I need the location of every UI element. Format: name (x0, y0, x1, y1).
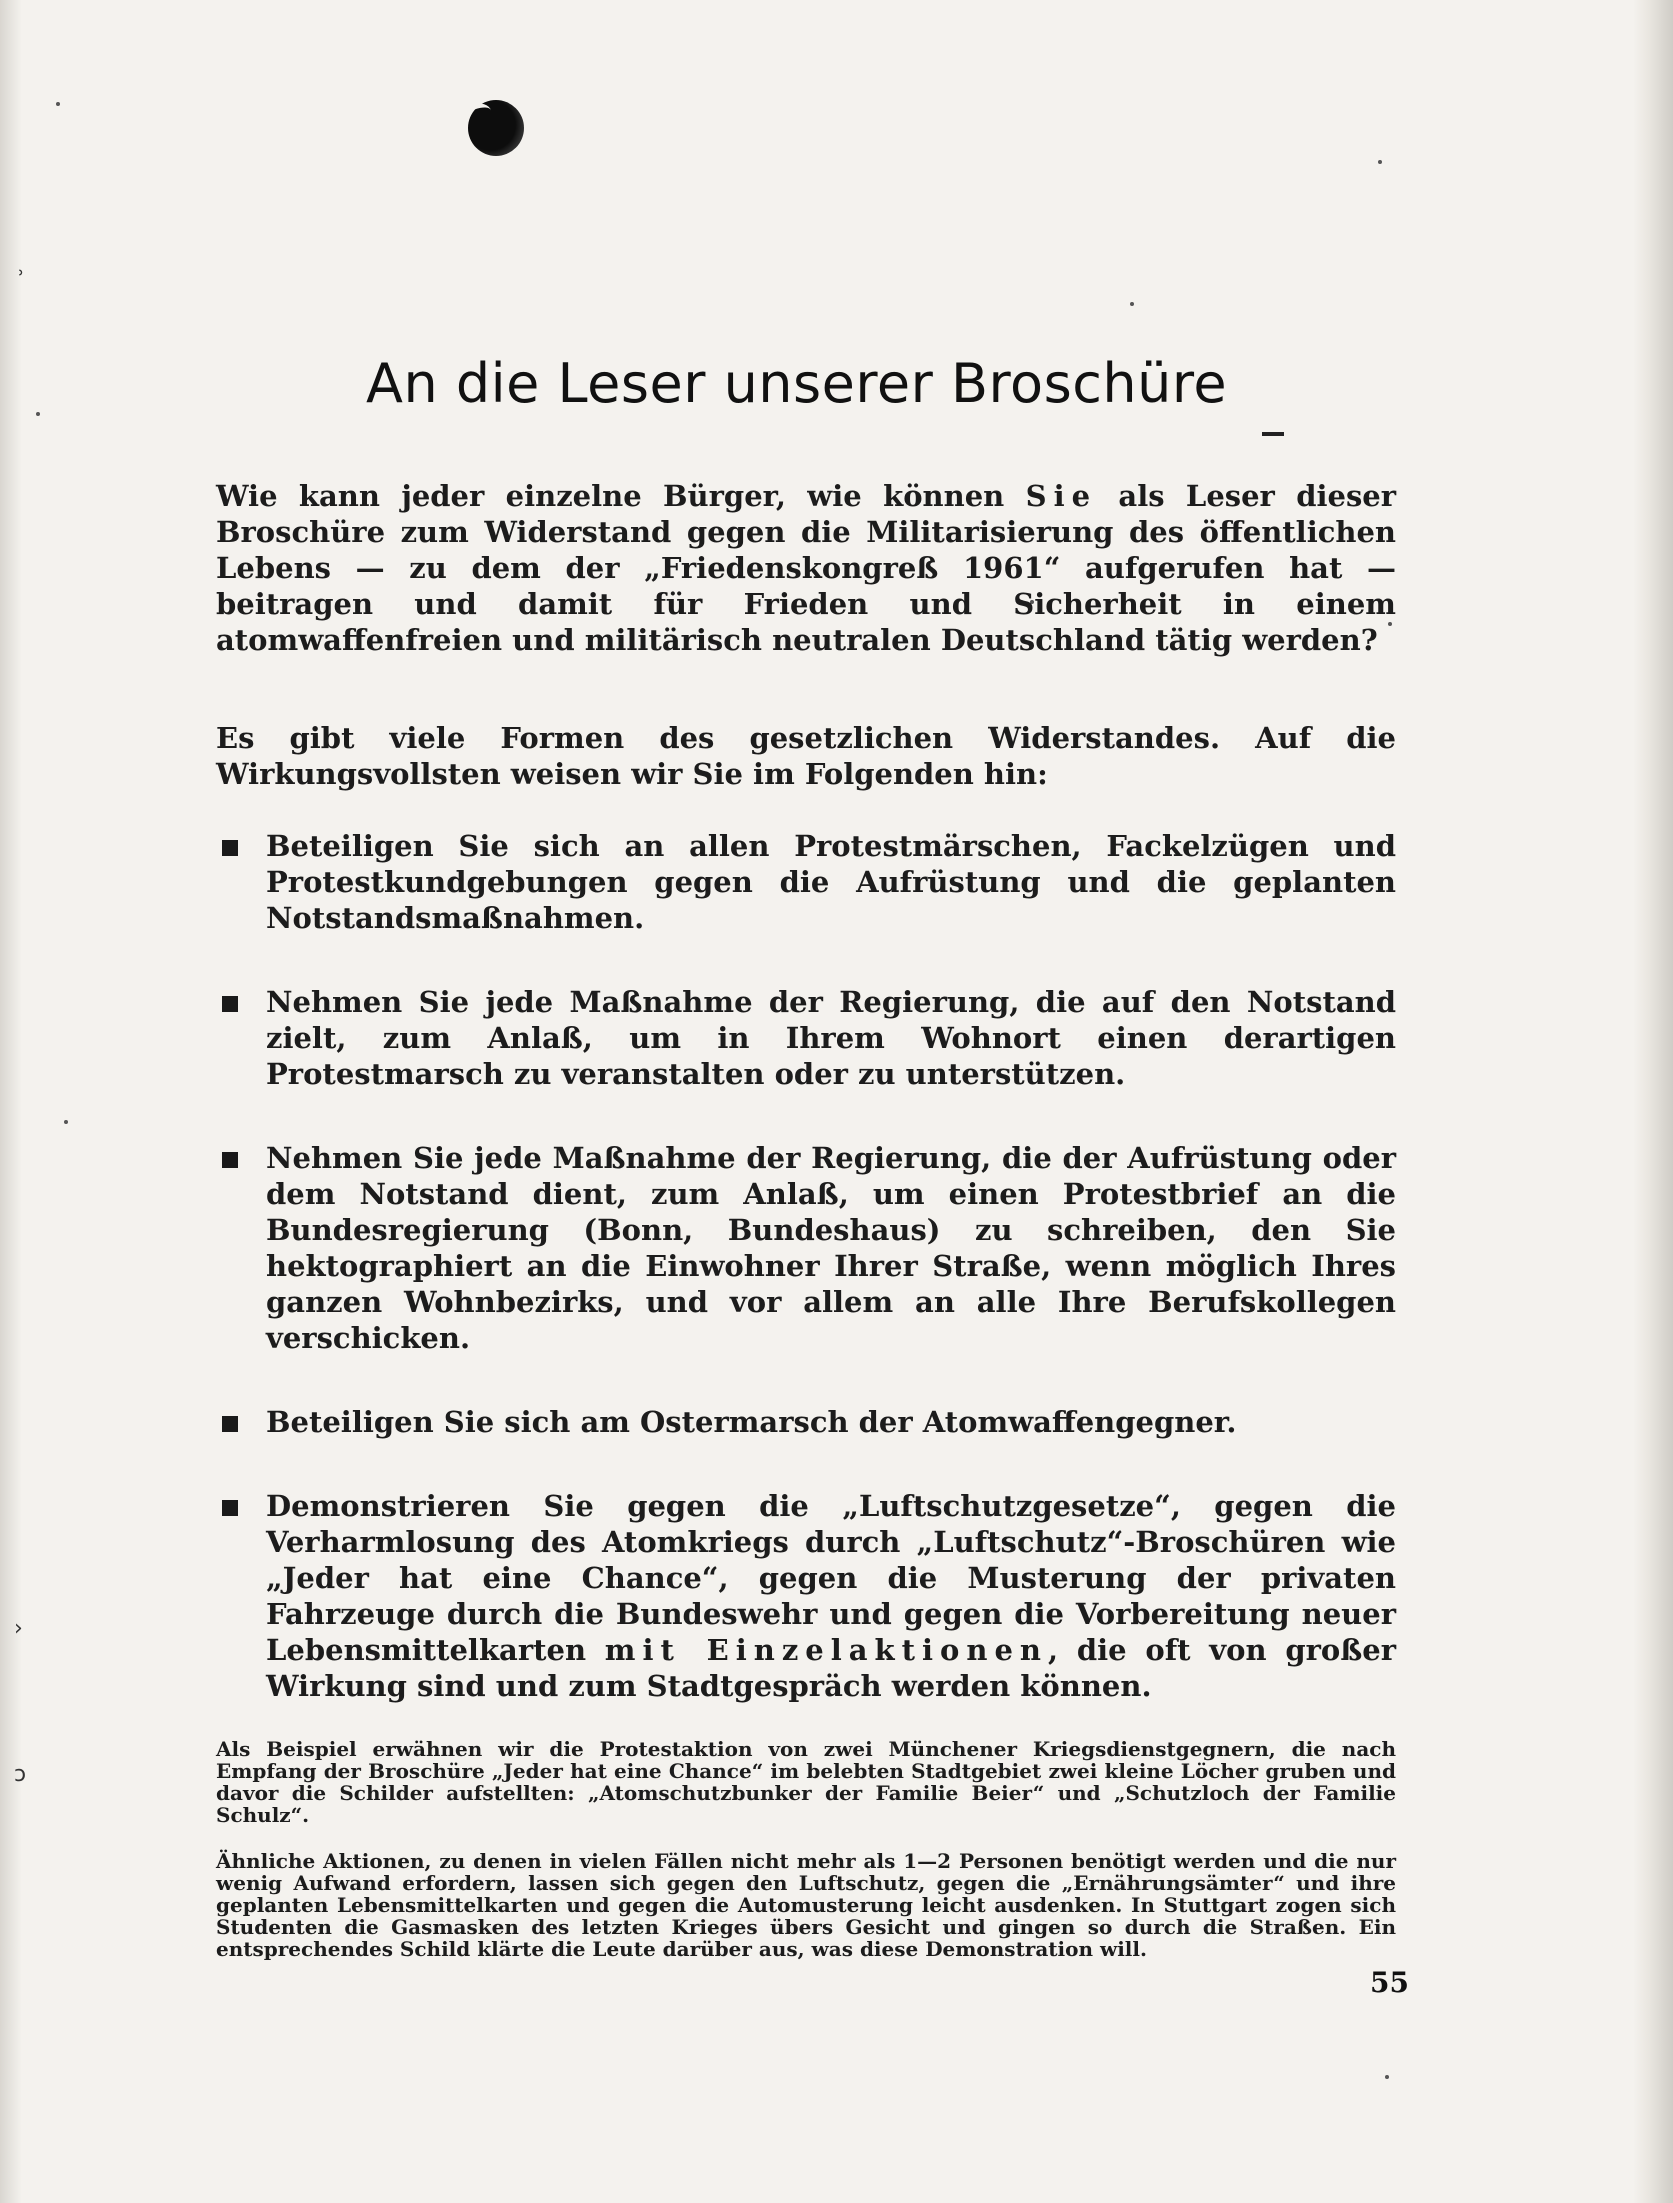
margin-arrow-mark: › (14, 1616, 23, 1641)
forms-paragraph: Es gibt viele Formen des gesetzlichen Widerstandes. Auf die Wirkungsvollsten weisen wir Sie im Folgenden hin: (216, 721, 1396, 791)
bullet-text: Beteiligen Sie sich an allen Protestmärschen, Fackelzügen und Protestkundgebungen gegen die Aufrüstung und die geplanten Notstandsmaßnahmen. (266, 829, 1396, 935)
example-note-2: Ähnliche Aktionen, zu denen in vielen Fällen nicht mehr als 1—2 Personen benötigt werden und die nur wenig Aufwand erfordern, lassen sich gegen den Luftschutz, gegen die „Ernährungsämter“ und ihre geplanten Lebensmittelkarten und gegen die Automusterung leicht ausdenken. In Stuttgart zogen sich Studenten die Gasmasken des letzten Krieges übers Gesicht und gingen so durch die Straßen. Ein entsprechendes Schild klärte die Leute darüber aus, was diese Demonstration will. (216, 1849, 1396, 1961)
scan-speck (64, 1120, 68, 1124)
title-underline (1262, 432, 1284, 436)
body-content (216, 478, 1396, 1984)
margin-arrow-mark: ɔ (14, 1762, 27, 1787)
square-bullet-icon (222, 1152, 238, 1168)
square-bullet-icon (222, 996, 238, 1012)
bullet-text: Nehmen Sie jede Maßnahme der Regierung, die der Aufrüstung oder dem Notstand dient, zum Anlaß, um einen Protestbrief an die Bundesregierung (Bonn, Bundeshaus) zu schreiben, den Sie hektographiert an die Einwohner Ihrer Straße, wenn möglich Ihres ganzen Wohnbezirks, und vor allem an alle Ihre Berufskollegen verschicken. (266, 1141, 1396, 1355)
list-item (216, 984, 1396, 1092)
scan-speck (1378, 160, 1382, 164)
bullet-text: Beteiligen Sie sich am Ostermarsch der Atomwaffengegner. (266, 1405, 1237, 1439)
square-bullet-icon (222, 1500, 238, 1516)
intro-emphasis: Sie (1025, 479, 1098, 513)
punch-hole-mark (468, 100, 524, 156)
scan-edge-right (1633, 0, 1673, 2203)
scan-speck (1130, 302, 1134, 306)
page-title: An die Leser unserer Broschüre (366, 352, 1228, 415)
bullet-text: Nehmen Sie jede Maßnahme der Regierung, die auf den Notstand zielt, zum Anlaß, um in Ihrem Wohnort einen derartigen Protestmarsch zu veranstalten oder zu unterstützen. (266, 985, 1396, 1091)
square-bullet-icon (222, 840, 238, 856)
bullet-text-start: Demonstrieren Sie gegen die „Luftschutzgesetze“, gegen die Verharmlosung des Atomkriegs durch „Luftschutz“-Broschüren wie „Jeder hat eine Chance“, gegen die Musterung der privaten Fahrzeuge durch die Bundeswehr und gegen die Vorbereitung neuer Lebensmittelkarten (266, 1489, 1396, 1667)
bullet-text-end: , die oft von großer Wirkung sind und zum Stadtgespräch werden können. (266, 1633, 1396, 1703)
action-bullet-list (216, 828, 1396, 1704)
square-bullet-icon (222, 1416, 238, 1432)
scan-speck (1385, 2075, 1389, 2079)
list-item (216, 1404, 1396, 1440)
example-notes (216, 1738, 1396, 1960)
bullet-emphasis: mit Einzelaktionen (604, 1633, 1049, 1667)
example-note-1: Als Beispiel erwähnen wir die Protestaktion von zwei Münchener Kriegsdienstgegnern, die nach Empfang der Broschüre „Jeder hat eine Chance“ im belebten Stadtgebiet zwei kleine Löcher gruben und davor die Schilder aufstellten: „Atomschutzbunker der Familie Beier“ und „Schutzloch der Familie Schulz“. (216, 1737, 1396, 1827)
scan-speck (56, 102, 60, 106)
scan-edge-left (0, 0, 22, 2203)
intro-paragraph (216, 478, 1396, 658)
scan-speck (36, 412, 40, 416)
page-number: 55 (1370, 1966, 1409, 1999)
list-item (216, 828, 1396, 936)
list-item (216, 1488, 1396, 1704)
intro-text-end: als Leser dieser Broschüre zum Widerstand gegen die Militarisierung des öffentlichen Lebens — zu dem der „Friedenskongreß 1961“ aufgerufen hat — beitragen und damit für Frieden und Sicherheit in einem atomwaffenfreien und militärisch neutralen Deutschland tätig werden? (216, 479, 1397, 657)
margin-arrow-mark: ˒ (18, 262, 25, 287)
intro-text-start: Wie kann jeder einzelne Bürger, wie können (216, 479, 1026, 513)
bullet-text (266, 1488, 1396, 1704)
list-item (216, 1140, 1396, 1356)
